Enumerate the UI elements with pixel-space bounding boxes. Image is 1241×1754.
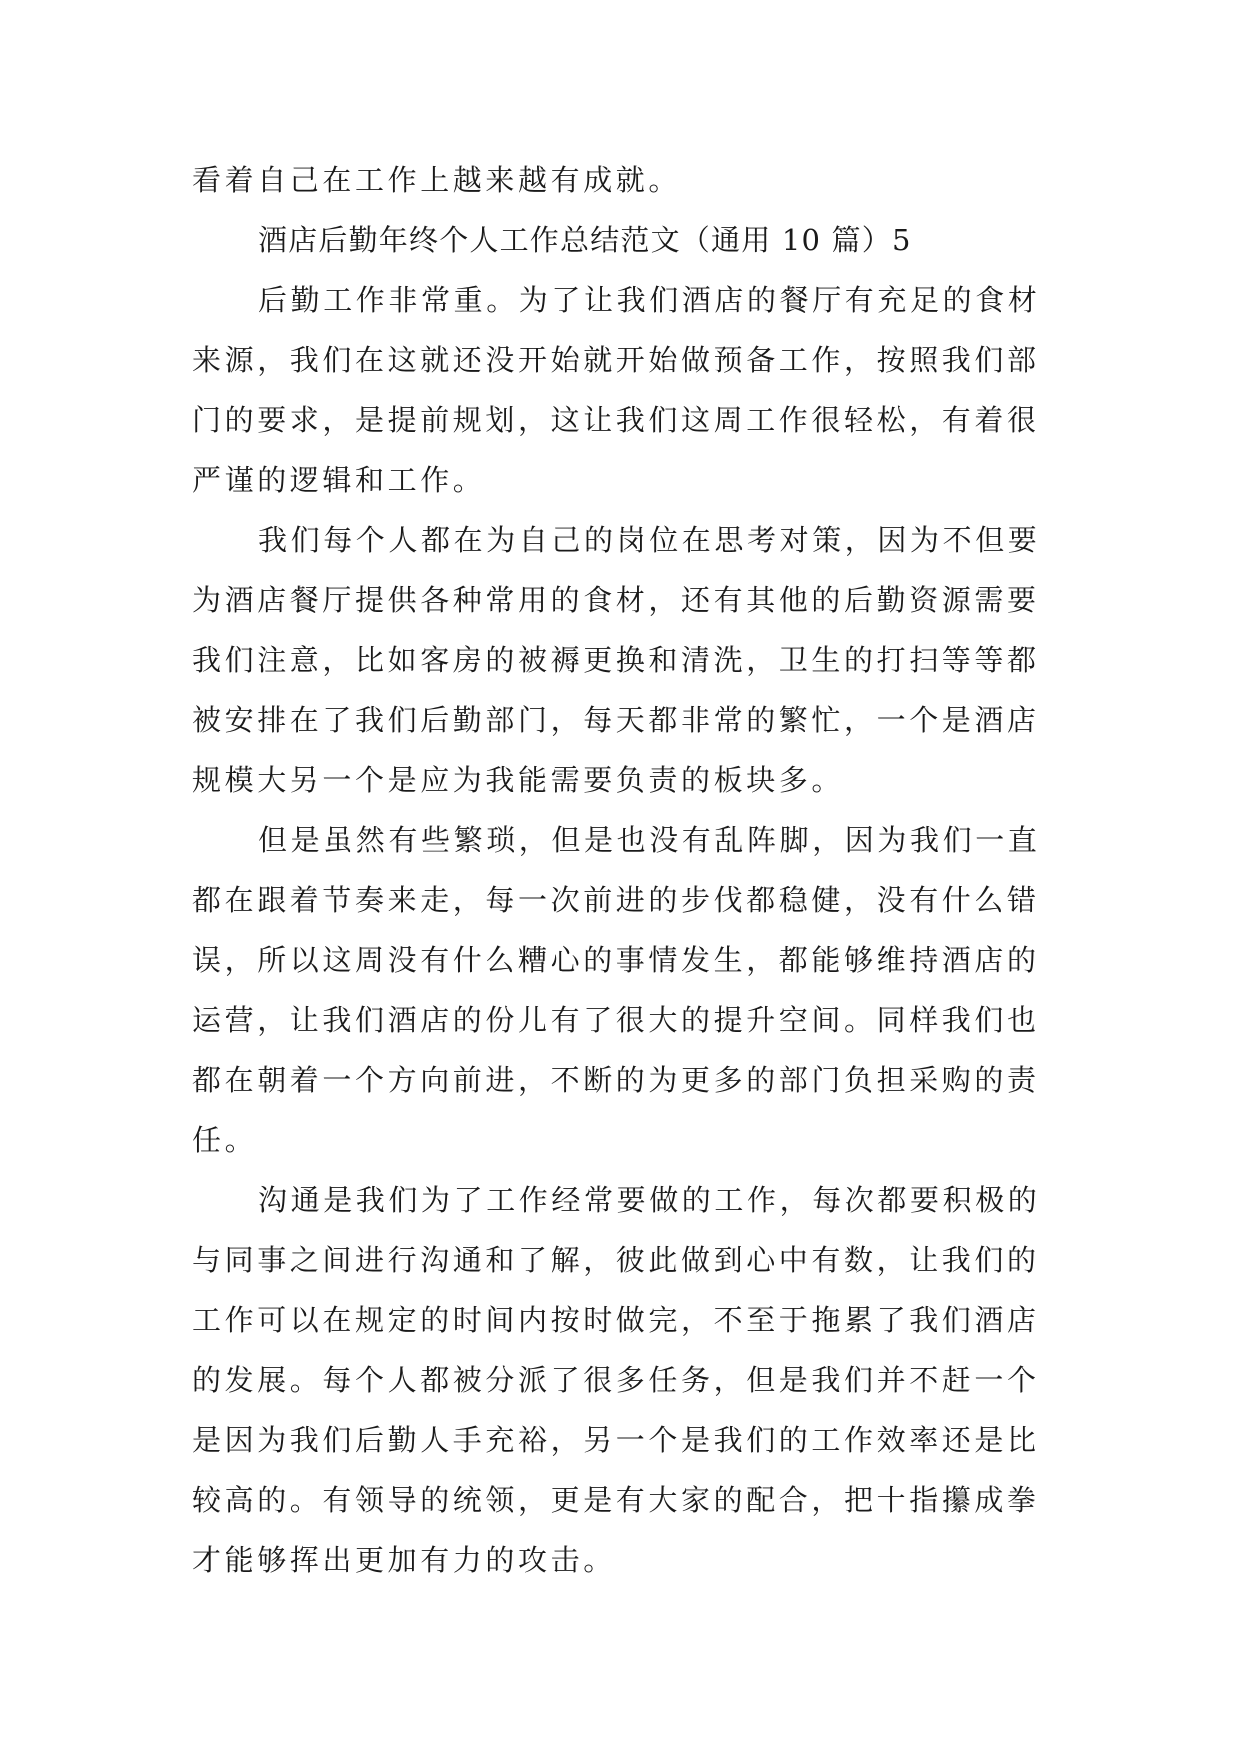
paragraph-line: 运营，让我们酒店的份儿有了很大的提升空间。同样我们也: [192, 1003, 1040, 1037]
paragraph-line: 是因为我们后勤人手充裕，另一个是我们的工作效率还是比: [192, 1423, 1040, 1457]
paragraph-line: 为酒店餐厅提供各种常用的食材，还有其他的后勤资源需要: [192, 583, 1040, 617]
paragraph-line: 才能够挥出更加有力的攻击。: [192, 1543, 616, 1577]
paragraph-line: 与同事之间进行沟通和了解，彼此做到心中有数，让我们的: [192, 1243, 1040, 1277]
paragraph-1: [192, 270, 1052, 510]
paragraph-line: 来源，我们在这就还没开始就开始做预备工作，按照我们部: [192, 343, 1040, 377]
paragraph-3: [192, 810, 1052, 1170]
paragraph-line: 我们注意，比如客房的被褥更换和清洗，卫生的打扫等等都: [192, 643, 1040, 677]
carryover-text: 看着自己在工作上越来越有成就。: [192, 163, 682, 197]
paragraph-line: 都在朝着一个方向前进，不断的为更多的部门负担采购的责: [192, 1063, 1040, 1097]
paragraph-line: 的发展。每个人都被分派了很多任务，但是我们并不赶一个: [192, 1363, 1040, 1397]
paragraph-line: 沟通是我们为了工作经常要做的工作，每次都要积极的: [258, 1183, 1041, 1217]
paragraph-line: 误，所以这周没有什么糟心的事情发生，都能够维持酒店的: [192, 943, 1040, 977]
paragraph-line: 任。: [192, 1123, 258, 1157]
paragraph-line: 严谨的逻辑和工作。: [192, 463, 486, 497]
paragraph-line: 较高的。有领导的统领，更是有大家的配合，把十指攥成拳: [192, 1483, 1040, 1517]
paragraph-line: 工作可以在规定的时间内按时做完，不至于拖累了我们酒店: [192, 1303, 1040, 1337]
paragraph-2: [192, 510, 1052, 810]
paragraph-line: 后勤工作非常重。为了让我们酒店的餐厅有充足的食材: [258, 283, 1041, 317]
paragraph-line: 但是虽然有些繁琐，但是也没有乱阵脚，因为我们一直: [258, 823, 1041, 857]
paragraph-line: 规模大另一个是应为我能需要负责的板块多。: [192, 763, 845, 797]
paragraph-line: 都在跟着节奏来走，每一次前进的步伐都稳健，没有什么错: [192, 883, 1040, 917]
document-body: [192, 150, 1052, 1590]
section-title: 酒店后勤年终个人工作总结范文（通用 10 篇）5: [258, 223, 912, 257]
paragraph-line: 被安排在了我们后勤部门，每天都非常的繁忙，一个是酒店: [192, 703, 1040, 737]
paragraph-4: [192, 1170, 1052, 1590]
paragraph-line: 门的要求，是提前规划，这让我们这周工作很轻松，有着很: [192, 403, 1040, 437]
paragraph-line: 我们每个人都在为自己的岗位在思考对策，因为不但要: [258, 523, 1041, 557]
